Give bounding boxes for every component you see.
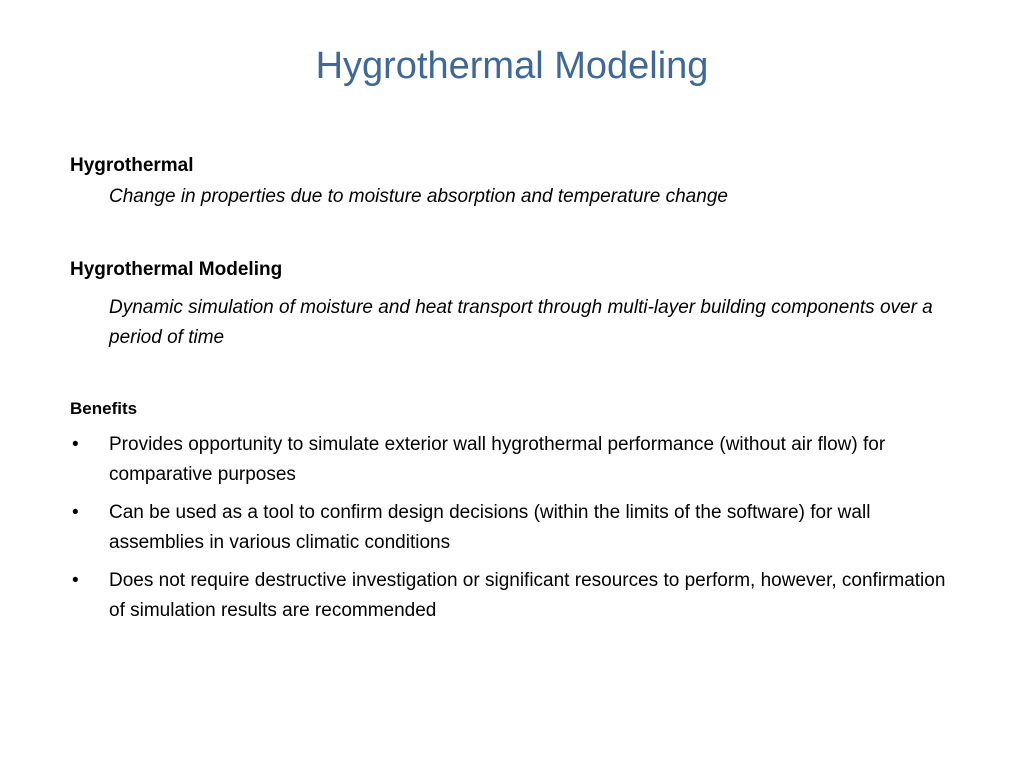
hygrothermal-definition: Change in properties due to moisture absorption and temperature change xyxy=(109,186,728,207)
benefit-item xyxy=(70,430,950,490)
slide-title: Hygrothermal Modeling xyxy=(315,45,709,87)
hygrothermal-modeling-definition: Dynamic simulation of moisture and heat transport through multi-layer building components over a period of time xyxy=(109,297,933,348)
benefit-item xyxy=(70,498,950,558)
bullet-icon: • xyxy=(72,502,79,523)
hygrothermal-modeling-heading: Hygrothermal Modeling xyxy=(70,259,283,280)
benefit-item xyxy=(70,566,950,626)
benefit-text: Does not require destructive investigation or significant resources to perform, however, confirmation of simulation results are recommended xyxy=(109,570,946,621)
benefit-text: Provides opportunity to simulate exterior wall hygrothermal performance (without air flow) for comparative purposes xyxy=(109,434,886,485)
bullet-icon: • xyxy=(72,570,79,591)
benefit-text: Can be used as a tool to confirm design decisions (within the limits of the software) for wall assemblies in various climatic conditions xyxy=(109,502,871,553)
benefits-heading: Benefits xyxy=(70,399,138,418)
bullet-icon: • xyxy=(72,434,79,455)
benefits-list xyxy=(70,430,950,634)
hygrothermal-heading: Hygrothermal xyxy=(70,155,194,176)
